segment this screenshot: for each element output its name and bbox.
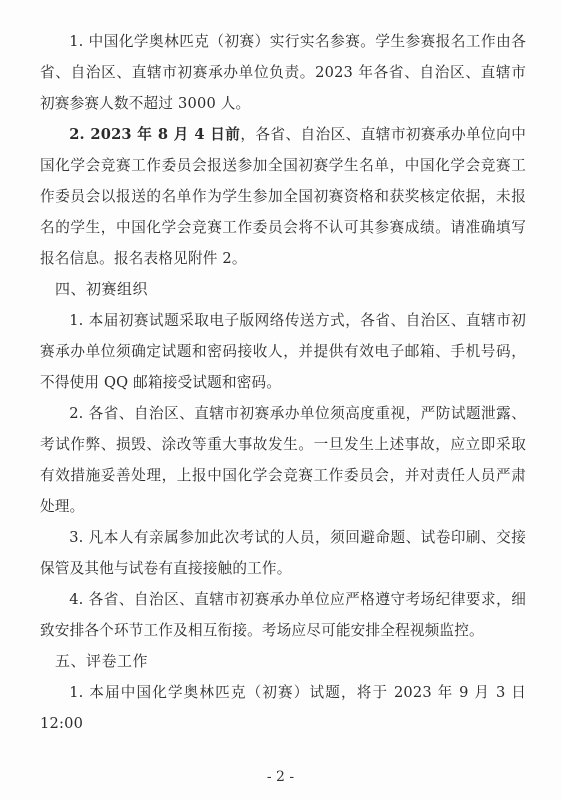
paragraph-organization-3 <box>40 522 526 584</box>
section-heading-organization: 四、初赛组织 <box>55 280 149 298</box>
paragraph-grading-1 <box>40 677 526 739</box>
paragraph-text: 3. 凡本人有亲属参加此次考试的人员，须回避命题、试卷印刷、交接保管及其他与试卷有直接接触的工作。 <box>40 529 526 577</box>
paragraph-text: 1. 本届初赛试题采取电子版网络传送方式，各省、自治区、直辖市初赛承办单位须确定试题和密码接收人，并提供有效电子邮箱、手机号码，不得使用 QQ 邮箱接受试题和密码。 <box>40 312 526 391</box>
paragraph-registration-1 <box>40 26 526 119</box>
paragraph-text: 1. 本届中国化学奥林匹克（初赛）试题，将于 2023 年 9 月 3 日 12:00 <box>40 684 526 732</box>
paragraph-organization-1 <box>40 305 526 398</box>
paragraph-text: 4. 各省、自治区、直辖市初赛承办单位应严格遵守考场纪律要求，细致安排各个环节工作及相互衔接。考场应尽可能安排全程视频监控。 <box>40 591 526 639</box>
section-heading-grading: 五、评卷工作 <box>55 652 149 670</box>
paragraph-text: ，各省、自治区、直辖市初赛承办单位向中国化学会竞赛工作委员会报送参加全国初赛学生名单，中国化学会竞赛工作委员会以报送的名单作为学生参加全国初赛资格和获奖核定依据，未报名的学生，中国化学会竞赛工作委员会将不认可其参赛成绩。请准确填写报名信息。报名表格见附件 2。 <box>40 126 526 267</box>
page-number: - 2 - <box>266 769 295 785</box>
document-body <box>40 26 526 739</box>
paragraph-organization-4 <box>40 584 526 646</box>
paragraph-text: 1. 中国化学奥林匹克（初赛）实行实名参赛。学生参赛报名工作由各省、自治区、直辖市初赛承办单位负责。2023 年各省、自治区、直辖市初赛参赛人数不超过 3000 人。 <box>40 33 526 112</box>
paragraph-organization-2 <box>40 398 526 522</box>
paragraph-registration-2 <box>40 119 526 274</box>
paragraph-deadline: 2. 2023 年 8 月 4 日前 <box>69 126 241 143</box>
paragraph-text: 2. 各省、自治区、直辖市初赛承办单位须高度重视，严防试题泄露、考试作弊、损毁、涂改等重大事故发生。一旦发生上述事故，应立即采取有效措施妥善处理，上报中国化学会竞赛工作委员会，并对责任人员严肃处理。 <box>40 405 526 515</box>
